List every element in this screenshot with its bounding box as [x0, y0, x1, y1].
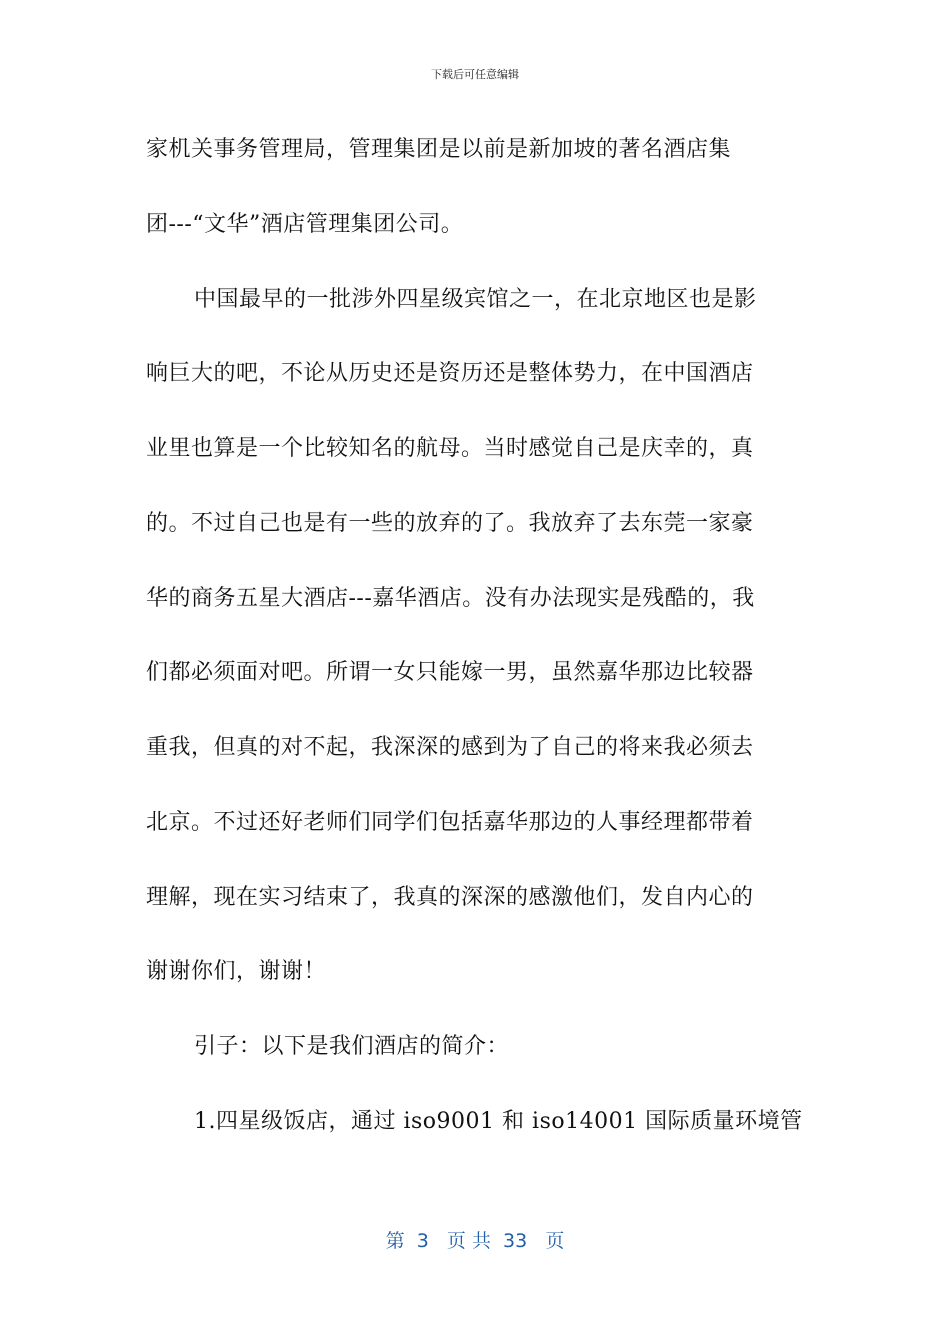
text-line: 响巨大的吧，不论从历史还是资历还是整体势力，在中国酒店 [146, 361, 754, 386]
page-header: 下载后可任意编辑 [431, 68, 519, 81]
text-line: 引子：以下是我们酒店的简介： [194, 1034, 510, 1059]
text-line: 北京。不过还好老师们同学们包括嘉华那边的人事经理都带着 [146, 810, 754, 835]
text-line: 们都必须面对吧。所谓一女只能嫁一男，虽然嘉华那边比较器 [146, 660, 754, 685]
text-line: 谢谢你们，谢谢！ [146, 959, 327, 984]
text-line: 团---“文华”酒店管理集团公司。 [146, 212, 464, 237]
text-line: 华的商务五星大酒店---嘉华酒店。没有办法现实是残酷的，我 [146, 586, 755, 611]
text-line: 业里也算是一个比较知名的航母。当时感觉自己是庆幸的，真 [146, 436, 754, 461]
text-line: 重我，但真的对不起，我深深的感到为了自己的将来我必须去 [146, 735, 754, 760]
text-line: 理解，现在实习结束了，我真的深深的感激他们，发自内心的 [146, 885, 754, 910]
text-line: 中国最早的一批涉外四星级宾馆之一，在北京地区也是影 [194, 287, 757, 312]
text-line: 家机关事务管理局，管理集团是以前是新加坡的著名酒店集 [146, 137, 732, 162]
page-footer: 第 3 页 共 33 页 [385, 1230, 565, 1252]
text-line: 的。不过自己也是有一些的放弃的了。我放弃了去东莞一家豪 [146, 511, 754, 536]
text-line: 1.四星级饭店，通过 iso9001 和 iso14001 国际质量环境管 [194, 1109, 803, 1134]
